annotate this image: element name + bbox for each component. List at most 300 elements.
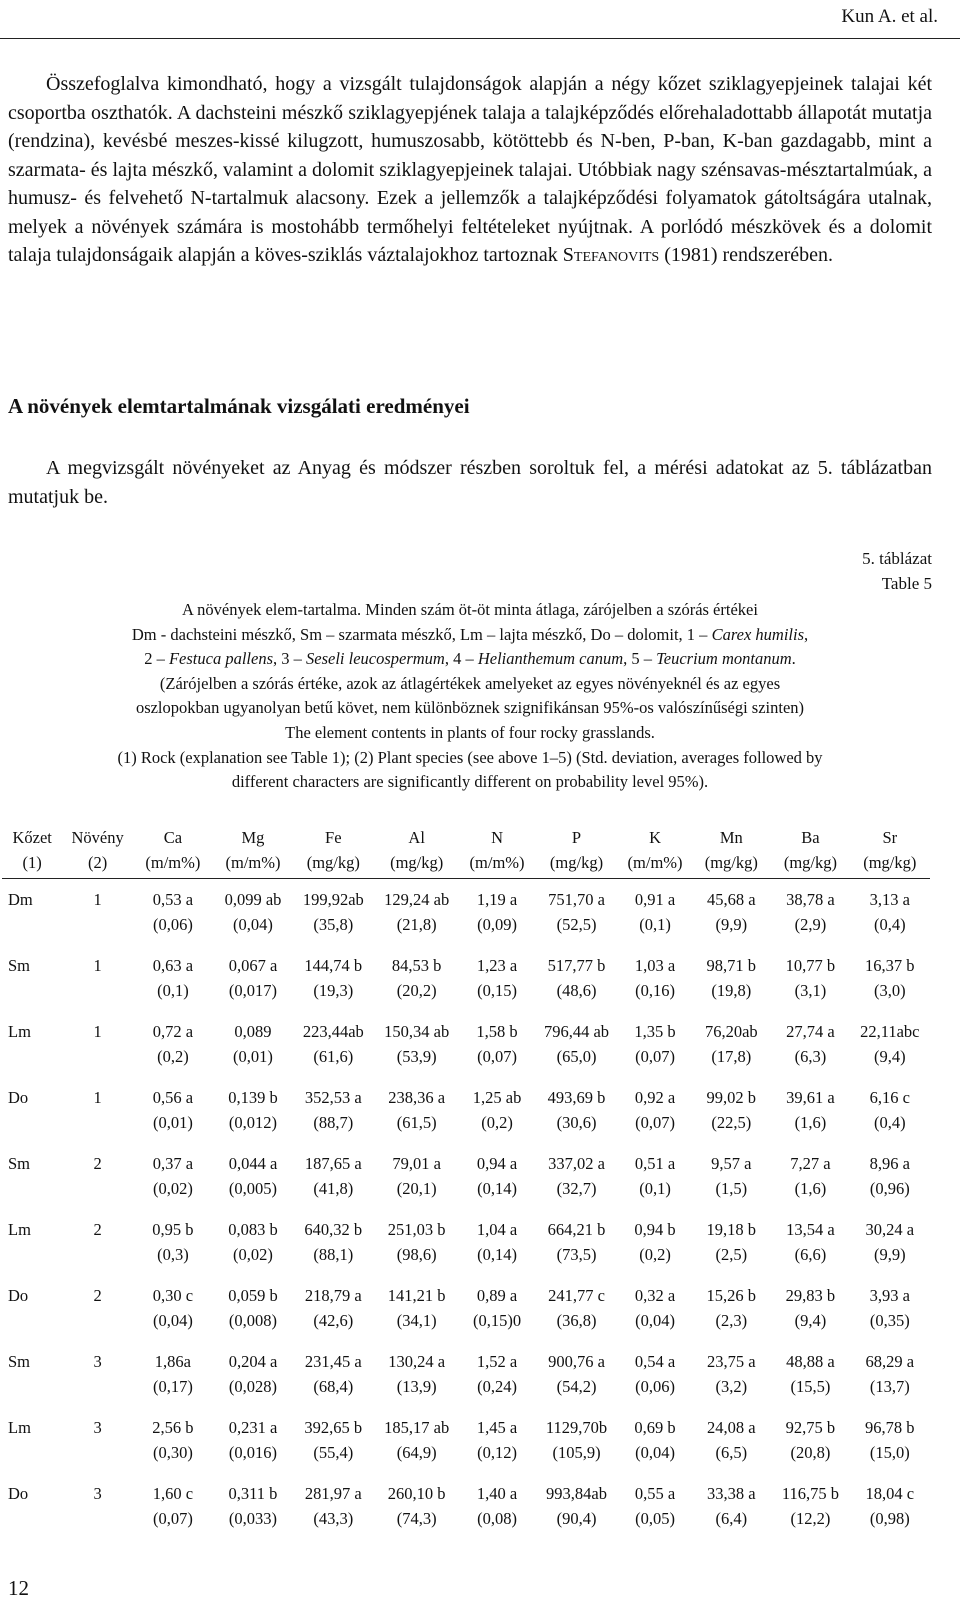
column-unit: (mg/kg) bbox=[863, 853, 917, 872]
mean-value: 1,23 a bbox=[476, 956, 518, 975]
column-name: Al bbox=[408, 828, 425, 847]
std-deviation: (0,012) bbox=[228, 1113, 278, 1132]
value-cell bbox=[133, 1345, 213, 1411]
mean-value: 1,04 a bbox=[476, 1220, 518, 1239]
value-cell bbox=[293, 879, 373, 950]
std-deviation: (88,7) bbox=[313, 1113, 354, 1132]
table-body bbox=[2, 879, 930, 1544]
value-cell bbox=[691, 949, 771, 1015]
column-unit: (m/m%) bbox=[225, 853, 281, 872]
value-cell bbox=[691, 1477, 771, 1543]
std-deviation: (43,3) bbox=[313, 1509, 354, 1528]
author-name: Stefanovits bbox=[562, 244, 660, 266]
column-unit: (m/m%) bbox=[145, 853, 201, 872]
caption-line: Dm - dachsteini mészkő, Sm – szarmata mészkő, Lm – lajta mészkő, Do – dolomit, 1 – Carex humilis, bbox=[131, 624, 809, 644]
std-deviation: (2,5) bbox=[715, 1245, 748, 1264]
rock-cell: Lm bbox=[8, 1418, 31, 1437]
std-deviation: (0,04) bbox=[233, 915, 273, 934]
mean-value: 38,78 a bbox=[786, 890, 835, 909]
plant-cell: 3 bbox=[93, 1418, 102, 1437]
value-cell bbox=[771, 1147, 849, 1213]
mean-value: 0,059 b bbox=[228, 1286, 278, 1305]
mean-value: 18,04 c bbox=[865, 1484, 915, 1503]
std-deviation: (6,6) bbox=[794, 1245, 827, 1264]
table-row bbox=[2, 1477, 930, 1543]
value-cell bbox=[460, 879, 534, 950]
std-deviation: (1,5) bbox=[715, 1179, 748, 1198]
plant-cell: 2 bbox=[93, 1220, 102, 1239]
std-deviation: (55,4) bbox=[313, 1443, 354, 1462]
std-deviation: (2,9) bbox=[794, 915, 827, 934]
std-deviation: (9,9) bbox=[715, 915, 748, 934]
paragraph-summary-tail: (1981) rendszerében. bbox=[659, 244, 834, 266]
plant-cell: 1 bbox=[93, 890, 102, 909]
std-deviation: (52,5) bbox=[556, 915, 597, 934]
column-name: Kőzet bbox=[12, 828, 52, 847]
std-deviation: (9,4) bbox=[794, 1311, 827, 1330]
std-deviation: (12,2) bbox=[790, 1509, 831, 1528]
std-deviation: (0,24) bbox=[477, 1377, 517, 1396]
mean-value: 79,01 a bbox=[392, 1154, 441, 1173]
std-deviation: (3,0) bbox=[873, 981, 906, 1000]
column-unit: (mg/kg) bbox=[390, 853, 444, 872]
value-cell bbox=[771, 1477, 849, 1543]
std-deviation: (17,8) bbox=[711, 1047, 752, 1066]
header-rule bbox=[0, 38, 960, 39]
std-deviation: (0,005) bbox=[228, 1179, 278, 1198]
mean-value: 352,53 a bbox=[304, 1088, 362, 1107]
mean-value: 1,19 a bbox=[476, 890, 518, 909]
mean-value: 10,77 b bbox=[785, 956, 836, 975]
std-deviation: (68,4) bbox=[313, 1377, 354, 1396]
std-deviation: (9,9) bbox=[873, 1245, 906, 1264]
mean-value: 0,51 a bbox=[634, 1154, 676, 1173]
std-deviation: (0,07) bbox=[477, 1047, 517, 1066]
std-deviation: (0,017) bbox=[228, 981, 278, 1000]
std-deviation: (34,1) bbox=[396, 1311, 437, 1330]
species-name: Helianthemum canum bbox=[477, 649, 624, 669]
std-deviation: (15,0) bbox=[869, 1443, 910, 1462]
value-cell bbox=[534, 879, 618, 950]
std-deviation: (65,0) bbox=[556, 1047, 597, 1066]
std-deviation: (61,5) bbox=[396, 1113, 437, 1132]
column-unit: (mg/kg) bbox=[549, 853, 604, 872]
value-cell bbox=[534, 1411, 618, 1477]
mean-value: 13,54 a bbox=[786, 1220, 835, 1239]
mean-value: 8,96 a bbox=[869, 1154, 910, 1173]
value-cell bbox=[850, 1411, 930, 1477]
mean-value: 68,29 a bbox=[865, 1352, 915, 1371]
std-deviation: (21,8) bbox=[396, 915, 437, 934]
mean-value: 9,57 a bbox=[711, 1154, 752, 1173]
mean-value: 0,72 a bbox=[152, 1022, 194, 1041]
std-deviation: (9,4) bbox=[873, 1047, 906, 1066]
mean-value: 238,36 a bbox=[388, 1088, 446, 1107]
value-cell bbox=[691, 1147, 771, 1213]
table-row bbox=[2, 949, 930, 1015]
std-deviation: (0,15) bbox=[477, 981, 517, 1000]
mean-value: 116,75 b bbox=[781, 1484, 839, 1503]
value-cell bbox=[771, 1345, 849, 1411]
std-deviation: (0,07) bbox=[635, 1047, 675, 1066]
std-deviation: (0,01) bbox=[233, 1047, 273, 1066]
rock-cell: Sm bbox=[8, 1154, 31, 1173]
mean-value: 392,65 b bbox=[304, 1418, 363, 1437]
std-deviation: (53,9) bbox=[396, 1047, 437, 1066]
column-name: Ca bbox=[163, 828, 183, 847]
value-cell bbox=[213, 949, 293, 1015]
std-deviation: (0,1) bbox=[639, 1179, 671, 1198]
std-deviation: (0,02) bbox=[152, 1179, 193, 1198]
value-cell bbox=[460, 1279, 534, 1345]
value-cell bbox=[850, 1015, 930, 1081]
value-cell bbox=[374, 949, 460, 1015]
table-label-en: Table 5 bbox=[881, 574, 932, 593]
column-name: N bbox=[491, 828, 504, 847]
value-cell bbox=[619, 1213, 692, 1279]
mean-value: 900,76 a bbox=[548, 1352, 605, 1371]
std-deviation: (0,35) bbox=[869, 1311, 910, 1330]
value-cell bbox=[534, 1345, 618, 1411]
std-deviation: (74,3) bbox=[396, 1509, 437, 1528]
value-cell bbox=[293, 1345, 373, 1411]
value-cell bbox=[293, 949, 373, 1015]
value-cell bbox=[293, 1213, 373, 1279]
value-cell bbox=[213, 1279, 293, 1345]
column-header bbox=[374, 822, 460, 879]
std-deviation: (64,9) bbox=[396, 1443, 437, 1462]
std-deviation: (1,6) bbox=[794, 1179, 827, 1198]
running-head: Kun A. et al. bbox=[841, 6, 938, 27]
mean-value: 1,40 a bbox=[476, 1484, 518, 1503]
table-label-hu: 5. táblázat bbox=[862, 549, 932, 568]
std-deviation: (32,7) bbox=[556, 1179, 597, 1198]
value-cell bbox=[771, 1411, 849, 1477]
mean-value: 0,53 a bbox=[152, 890, 194, 909]
mean-value: 0,044 a bbox=[228, 1154, 278, 1173]
std-deviation: (0,30) bbox=[152, 1443, 193, 1462]
plant-cell: 1 bbox=[93, 1088, 102, 1107]
std-deviation: (0,2) bbox=[157, 1047, 189, 1066]
mean-value: 7,27 a bbox=[790, 1154, 831, 1173]
column-name: K bbox=[649, 828, 662, 847]
value-cell bbox=[771, 1081, 849, 1147]
caption-line: different characters are significantly different on probability level 95%). bbox=[231, 772, 709, 792]
std-deviation: (0,04) bbox=[635, 1443, 675, 1462]
mean-value: 39,61 a bbox=[786, 1088, 835, 1107]
std-deviation: (0,15)0 bbox=[472, 1311, 522, 1330]
rock-cell: Lm bbox=[8, 1022, 31, 1041]
std-deviation: (105,9) bbox=[552, 1443, 601, 1462]
std-deviation: (0,008) bbox=[228, 1311, 278, 1330]
mean-value: 640,32 b bbox=[304, 1220, 363, 1239]
column-unit: (mg/kg) bbox=[704, 853, 758, 872]
mean-value: 241,77 c bbox=[548, 1286, 605, 1305]
std-deviation: (54,2) bbox=[556, 1377, 597, 1396]
value-cell bbox=[213, 1411, 293, 1477]
table-row bbox=[2, 1279, 930, 1345]
mean-value: 0,91 a bbox=[634, 890, 676, 909]
mean-value: 0,54 a bbox=[634, 1352, 676, 1371]
std-deviation: (22,5) bbox=[711, 1113, 752, 1132]
value-cell bbox=[374, 879, 460, 950]
rock-cell: Do bbox=[8, 1088, 29, 1107]
value-cell bbox=[213, 1015, 293, 1081]
value-cell bbox=[133, 879, 213, 950]
std-deviation: (0,07) bbox=[635, 1113, 675, 1132]
column-header bbox=[460, 822, 534, 879]
mean-value: 251,03 b bbox=[387, 1220, 446, 1239]
std-deviation: (0,2) bbox=[639, 1245, 671, 1264]
std-deviation: (0,1) bbox=[639, 915, 671, 934]
value-cell bbox=[293, 1411, 373, 1477]
value-cell bbox=[460, 1147, 534, 1213]
value-cell bbox=[460, 949, 534, 1015]
mean-value: 15,26 b bbox=[706, 1286, 757, 1305]
plant-cell: 1 bbox=[93, 1022, 102, 1041]
value-cell bbox=[850, 1147, 930, 1213]
mean-value: 0,89 a bbox=[476, 1286, 518, 1305]
mean-value: 0,204 a bbox=[228, 1352, 278, 1371]
column-unit: (mg/kg) bbox=[783, 853, 837, 872]
column-name: Fe bbox=[325, 828, 342, 847]
column-header bbox=[534, 822, 618, 879]
mean-value: 0,089 bbox=[234, 1022, 272, 1041]
mean-value: 0,94 a bbox=[476, 1154, 518, 1173]
mean-value: 0,30 c bbox=[152, 1286, 194, 1305]
std-deviation: (0,1) bbox=[157, 981, 189, 1000]
std-deviation: (3,1) bbox=[794, 981, 827, 1000]
value-cell bbox=[460, 1081, 534, 1147]
value-cell bbox=[293, 1477, 373, 1543]
value-cell bbox=[771, 1279, 849, 1345]
value-cell bbox=[133, 1411, 213, 1477]
std-deviation: (90,4) bbox=[556, 1509, 597, 1528]
mean-value: 1129,70b bbox=[545, 1418, 608, 1437]
value-cell bbox=[374, 1015, 460, 1081]
value-cell bbox=[691, 1279, 771, 1345]
caption-line: A növények elem-tartalma. Minden szám öt-öt minta átlaga, zárójelben a szórás értékei bbox=[182, 600, 758, 619]
mean-value: 141,21 b bbox=[387, 1286, 446, 1305]
value-cell bbox=[691, 1345, 771, 1411]
mean-value: 0,32 a bbox=[634, 1286, 676, 1305]
rock-cell: Dm bbox=[8, 890, 33, 909]
std-deviation: (0,02) bbox=[233, 1245, 273, 1264]
mean-value: 0,63 a bbox=[152, 956, 194, 975]
mean-value: 1,52 a bbox=[476, 1352, 518, 1371]
value-cell bbox=[619, 949, 692, 1015]
mean-value: 48,88 a bbox=[786, 1352, 835, 1371]
mean-value: 2,56 b bbox=[152, 1418, 194, 1437]
std-deviation: (0,4) bbox=[873, 915, 906, 934]
mean-value: 33,38 a bbox=[707, 1484, 756, 1503]
mean-value: 27,74 a bbox=[786, 1022, 835, 1041]
mean-value: 199,92ab bbox=[302, 890, 364, 909]
column-unit: (m/m%) bbox=[627, 853, 683, 872]
value-cell bbox=[771, 1015, 849, 1081]
mean-value: 0,92 a bbox=[634, 1088, 676, 1107]
value-cell bbox=[293, 1147, 373, 1213]
std-deviation: (0,14) bbox=[477, 1179, 517, 1198]
mean-value: 0,139 b bbox=[228, 1088, 278, 1107]
mean-value: 76,20ab bbox=[704, 1022, 758, 1041]
value-cell bbox=[293, 1279, 373, 1345]
std-deviation: (0,96) bbox=[869, 1179, 910, 1198]
std-deviation: (41,8) bbox=[313, 1179, 354, 1198]
std-deviation: (88,1) bbox=[313, 1245, 354, 1264]
mean-value: 0,099 ab bbox=[224, 890, 282, 909]
mean-value: 3,13 a bbox=[869, 890, 910, 909]
value-cell bbox=[619, 1279, 692, 1345]
std-deviation: (0,4) bbox=[873, 1113, 906, 1132]
page-number: 12 bbox=[8, 1576, 29, 1600]
mean-value: 1,35 b bbox=[634, 1022, 676, 1041]
mean-value: 1,58 b bbox=[476, 1022, 518, 1041]
value-cell bbox=[133, 1147, 213, 1213]
mean-value: 16,37 b bbox=[865, 956, 915, 975]
plant-cell: 2 bbox=[93, 1286, 102, 1305]
section-heading: A növények elemtartalmának vizsgálati eredményei bbox=[8, 394, 470, 418]
mean-value: 796,44 ab bbox=[543, 1022, 610, 1041]
paragraph-summary bbox=[8, 70, 932, 270]
std-deviation: (98,6) bbox=[396, 1245, 437, 1264]
mean-value: 1,60 c bbox=[152, 1484, 194, 1503]
std-deviation: (0,04) bbox=[152, 1311, 193, 1330]
std-deviation: (20,1) bbox=[396, 1179, 437, 1198]
column-name: Sr bbox=[882, 828, 898, 847]
column-name: Ba bbox=[801, 828, 820, 847]
element-content-table bbox=[2, 822, 930, 1543]
rock-cell: Lm bbox=[8, 1220, 31, 1239]
mean-value: 493,69 b bbox=[547, 1088, 606, 1107]
mean-value: 0,311 b bbox=[228, 1484, 278, 1503]
value-cell bbox=[534, 1477, 618, 1543]
mean-value: 218,79 a bbox=[304, 1286, 362, 1305]
value-cell bbox=[374, 1081, 460, 1147]
species-name: Carex humilis bbox=[711, 624, 804, 644]
paragraph-summary-text: Összefoglalva kimondható, hogy a vizsgált tulajdonságok alapján a négy kőzet sziklagyepjeinek talajai két csoportba oszthatók. A dachsteini mészkő sziklagyepjének talaja a talajképződés előrehaladottabb állapotát mutatja (rendzina), kevésbé meszes-kissé kilugzott, humuszosabb, kötöttebb és N-ben, P-ban, K-ban gazdagabb, mint a szarmata- és lajta mészkő, valamint a dolomit sziklagyepjeinek talajai. Utóbbiak nagy szénsavas-mésztartalmúak, a humusz- és felvehető N-tartalmuk alacsony. Ezek a jellemzők a talajképződési folyamatok gátoltságára utalnak, melyek a növények számára is mostohább termőhelyi feltételeket nyújtnak. A porlódó mészkövek és a dolomit talaja tulajdonságaik alapján a köves-sziklás váztalajokhoz tartoznak bbox=[8, 73, 932, 266]
std-deviation: (0,06) bbox=[635, 1377, 675, 1396]
value-cell bbox=[850, 1345, 930, 1411]
std-deviation: (0,12) bbox=[477, 1443, 517, 1462]
value-cell bbox=[534, 1081, 618, 1147]
caption-line: 2 – Festuca pallens, 3 – Seseli leucospermum, 4 – Helianthemum canum, 5 – Teucrium montanum. bbox=[144, 649, 796, 669]
std-deviation: (6,5) bbox=[715, 1443, 748, 1462]
std-deviation: (0,028) bbox=[228, 1377, 278, 1396]
value-cell bbox=[374, 1411, 460, 1477]
value-cell bbox=[619, 879, 692, 950]
std-deviation: (3,2) bbox=[715, 1377, 748, 1396]
mean-value: 0,94 b bbox=[634, 1220, 676, 1239]
mean-value: 84,53 b bbox=[391, 956, 442, 975]
mean-value: 98,71 b bbox=[706, 956, 757, 975]
mean-value: 0,37 a bbox=[152, 1154, 194, 1173]
std-deviation: (6,4) bbox=[715, 1509, 748, 1528]
value-cell bbox=[374, 1477, 460, 1543]
mean-value: 22,11abc bbox=[860, 1022, 920, 1041]
value-cell bbox=[691, 1081, 771, 1147]
value-cell bbox=[133, 1015, 213, 1081]
std-deviation: (0,01) bbox=[152, 1113, 193, 1132]
value-cell bbox=[534, 1279, 618, 1345]
std-deviation: (0,16) bbox=[635, 981, 675, 1000]
std-deviation: (0,09) bbox=[477, 915, 517, 934]
std-deviation: (61,6) bbox=[313, 1047, 354, 1066]
mean-value: 6,16 c bbox=[869, 1088, 910, 1107]
plant-cell: 3 bbox=[93, 1352, 102, 1371]
mean-value: 0,231 a bbox=[228, 1418, 278, 1437]
value-cell bbox=[133, 1213, 213, 1279]
mean-value: 0,083 b bbox=[228, 1220, 278, 1239]
value-cell bbox=[213, 1345, 293, 1411]
value-cell bbox=[213, 1147, 293, 1213]
value-cell bbox=[460, 1477, 534, 1543]
std-deviation: (48,6) bbox=[556, 981, 597, 1000]
value-cell bbox=[133, 949, 213, 1015]
mean-value: 0,69 b bbox=[634, 1418, 676, 1437]
mean-value: 281,97 a bbox=[304, 1484, 362, 1503]
value-cell bbox=[850, 1477, 930, 1543]
value-cell bbox=[374, 1345, 460, 1411]
std-deviation: (0,016) bbox=[228, 1443, 278, 1462]
species-name: Festuca pallens bbox=[168, 649, 273, 669]
mean-value: 187,65 a bbox=[304, 1154, 362, 1173]
std-deviation: (0,2) bbox=[481, 1113, 513, 1132]
std-deviation: (0,04) bbox=[635, 1311, 675, 1330]
mean-value: 99,02 b bbox=[706, 1088, 757, 1107]
mean-value: 130,24 a bbox=[388, 1352, 446, 1371]
mean-value: 1,25 ab bbox=[472, 1088, 522, 1107]
mean-value: 24,08 a bbox=[707, 1418, 756, 1437]
table-row bbox=[2, 1147, 930, 1213]
mean-value: 223,44ab bbox=[302, 1022, 364, 1041]
species-name: Seseli leucospermum bbox=[306, 649, 445, 669]
value-cell bbox=[771, 879, 849, 950]
std-deviation: (20,2) bbox=[396, 981, 437, 1000]
column-unit: (2) bbox=[87, 853, 108, 872]
mean-value: 664,21 b bbox=[547, 1220, 606, 1239]
column-name: Mg bbox=[241, 828, 265, 847]
std-deviation: (0,06) bbox=[152, 915, 193, 934]
caption-line: (Zárójelben a szórás értéke, azok az átlagértékek amelyeket az egyes növényeknél és az egyes bbox=[159, 673, 781, 693]
table-row bbox=[2, 879, 930, 950]
std-deviation: (0,05) bbox=[635, 1509, 675, 1528]
value-cell bbox=[691, 1015, 771, 1081]
mean-value: 29,83 b bbox=[785, 1286, 836, 1305]
table-row bbox=[2, 1213, 930, 1279]
rock-cell: Sm bbox=[8, 1352, 31, 1371]
value-cell bbox=[534, 1147, 618, 1213]
value-cell bbox=[619, 1477, 692, 1543]
value-cell bbox=[460, 1411, 534, 1477]
value-cell bbox=[619, 1081, 692, 1147]
mean-value: 0,55 a bbox=[634, 1484, 676, 1503]
value-cell bbox=[213, 1081, 293, 1147]
column-header bbox=[293, 822, 373, 879]
value-cell bbox=[534, 949, 618, 1015]
column-header bbox=[2, 822, 62, 879]
mean-value: 92,75 b bbox=[785, 1418, 836, 1437]
column-header bbox=[133, 822, 213, 879]
column-unit: (mg/kg) bbox=[306, 853, 360, 872]
mean-value: 260,10 b bbox=[387, 1484, 446, 1503]
table-caption bbox=[8, 598, 932, 795]
value-cell bbox=[619, 1015, 692, 1081]
std-deviation: (0,07) bbox=[152, 1509, 193, 1528]
value-cell bbox=[374, 1213, 460, 1279]
column-header bbox=[771, 822, 849, 879]
caption-line: (1) Rock (explanation see Table 1); (2) Plant species (see above 1–5) (Std. deviation, averages followed by bbox=[117, 747, 823, 767]
